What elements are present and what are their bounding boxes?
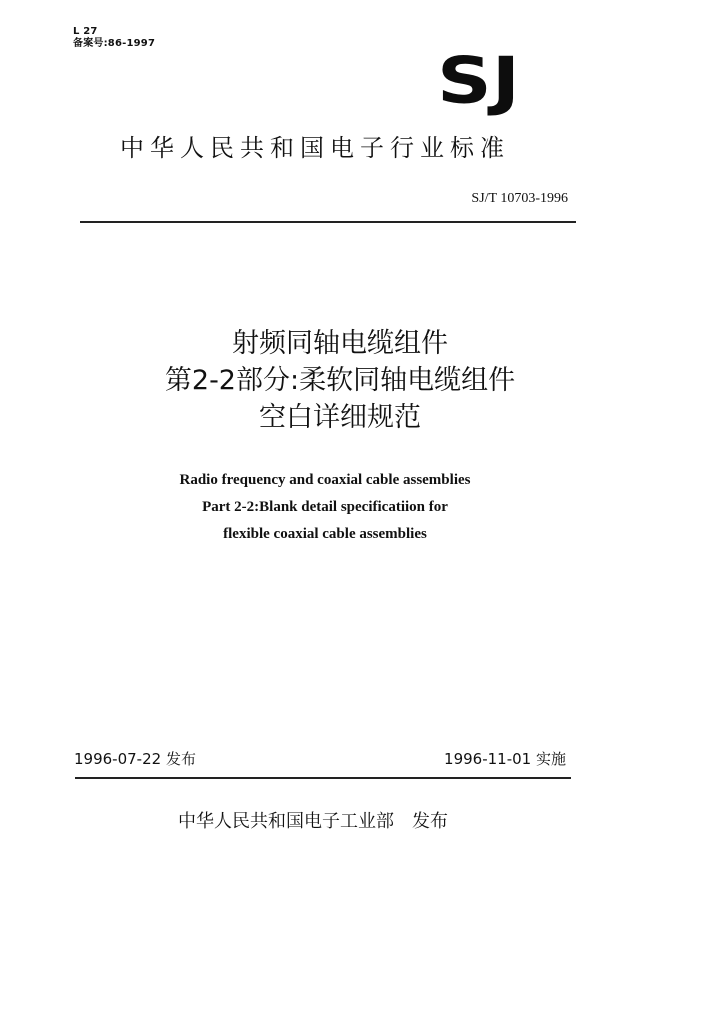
- top-divider: [80, 221, 576, 223]
- issue-date: 1996-07-22 发布: [74, 750, 196, 768]
- chinese-title-line-1: 射频同轴电缆组件: [232, 328, 448, 359]
- english-title-line-1: Radio frequency and coaxial cable assemblies: [179, 472, 471, 488]
- filing-number: 备案号:86-1997: [73, 38, 156, 49]
- implementation-date: 1996-11-01 实施: [444, 750, 566, 768]
- english-title-line-2: Part 2-2:Blank detail specificatiion for: [202, 499, 448, 515]
- national-standard-title: 中华人民共和国电子行业标准: [120, 134, 510, 162]
- sj-logo: SJ: [437, 43, 521, 118]
- english-title-line-3: flexible coaxial cable assemblies: [223, 526, 427, 542]
- chinese-title-line-2: 第2-2部分:柔软同轴电缆组件: [164, 365, 516, 396]
- publisher-name: 中华人民共和国电子工业部: [178, 811, 394, 832]
- bottom-divider: [75, 777, 571, 779]
- publisher-line: [178, 810, 448, 834]
- chinese-title-line-3: 空白详细规范: [259, 402, 421, 433]
- classification-code: L 27: [73, 26, 98, 37]
- standard-number: SJ/T 10703-1996: [471, 191, 568, 206]
- publish-action: 发布: [412, 811, 448, 832]
